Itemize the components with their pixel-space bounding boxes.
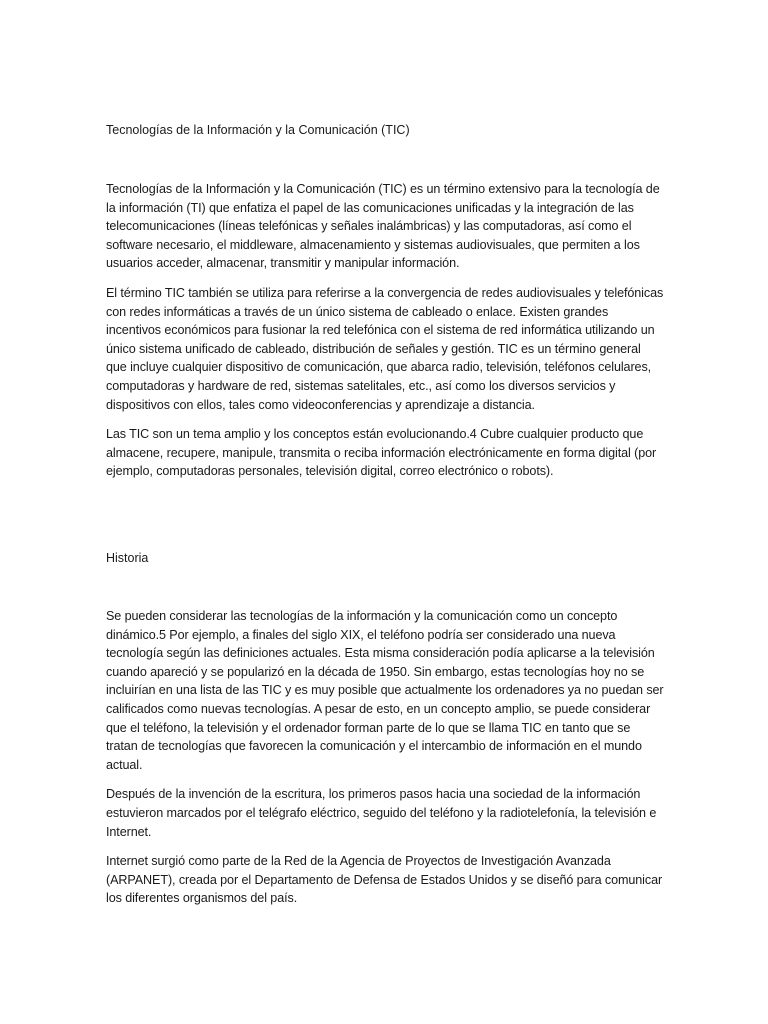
history-heading: Historia <box>106 551 149 565</box>
history-paragraph: Internet surgió como parte de la Red de la Agencia de Proyectos de Investigación Avanzada (ARPANET), creada por el Departamento de Defensa de Estados Unidos y se diseñó para comunicar los diferentes organismos del país. <box>106 854 663 906</box>
history-section <box>106 607 664 919</box>
intro-section <box>106 180 664 492</box>
history-paragraph: Se pueden considerar las tecnologías de la información y la comunicación como un concepto dinámico.5 Por ejemplo, a finales del siglo XIX, el teléfono podría ser considerado una nueva tecnología según las definiciones actuales. Esta misma consideración podía aplicarse a la televisión cuando apareció y se popularizó en la década de 1950. Sin embargo, estas tecnologías hoy no se incluirían en una lista de las TIC y es muy posible que actualmente los ordenadores ya no puedan ser calificados como nuevas tecnologías. A pesar de esto, en un concepto amplio, se puede considerar que el teléfono, la televisión y el ordenador forman parte de lo que se llama TIC en tanto que se tratan de tecnologías que favorecen la comunicación y el intercambio de información en el mundo actual. <box>106 609 664 772</box>
intro-paragraph: Las TIC son un tema amplio y los conceptos están evolucionando.4 Cubre cualquier producto que almacene, recupere, manipule, transmita o reciba información electrónicamente en forma digital (por ejemplo, computadoras personales, televisión digital, correo electrónico o robots). <box>106 427 657 479</box>
intro-paragraph: El término TIC también se utiliza para referirse a la convergencia de redes audiovisuales y telefónicas con redes informáticas a través de un único sistema de cableado o enlace. Existen grandes incentivos económicos para fusionar la red telefónica con el sistema de red informática utilizando un único sistema unificado de cableado, distribución de señales y gestión. TIC es un término general que incluye cualquier dispositivo de comunicación, que abarca radio, televisión, teléfonos celulares, computadoras y hardware de red, sistemas satelitales, etc., así como los diversos servicios y dispositivos con ellos, tales como videoconferencias y aprendizaje a distancia. <box>106 285 664 412</box>
page-title: Tecnologías de la Información y la Comunicación (TIC) <box>106 123 410 137</box>
history-paragraph: Después de la invención de la escritura, los primeros pasos hacia una sociedad de la información estuvieron marcados por el telégrafo eléctrico, seguido del teléfono y la radiotelefonía, la televisión e Internet. <box>106 787 657 839</box>
intro-paragraph: Tecnologías de la Información y la Comunicación (TIC) es un término extensivo para la tecnología de la información (TI) que enfatiza el papel de las comunicaciones unificadas y la integración de las telecomunicaciones (líneas telefónicas y señales inalámbricas) y las computadoras, así como el software necesario, el middleware, almacenamiento y sistemas audiovisuales, que permiten a los usuarios acceder, almacenar, transmitir y manipular información. <box>106 182 660 271</box>
